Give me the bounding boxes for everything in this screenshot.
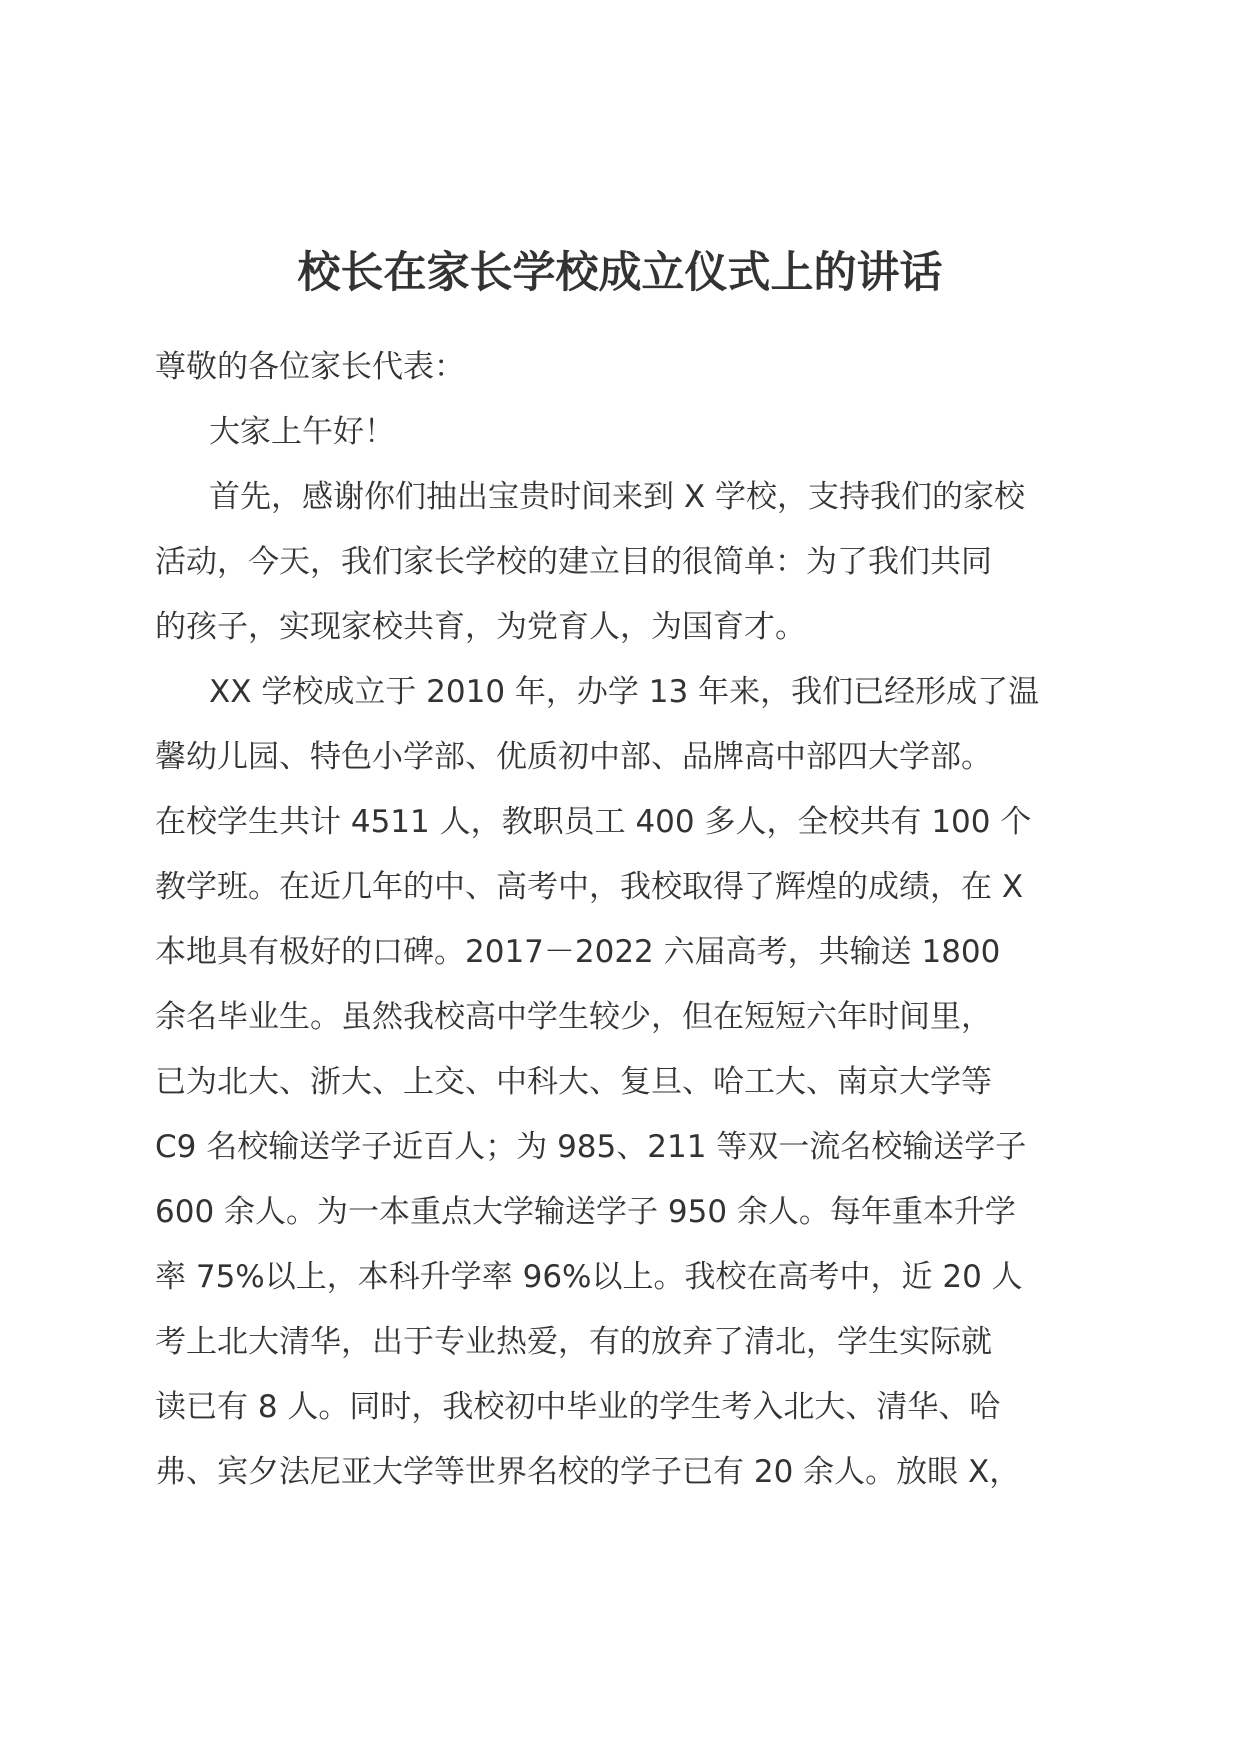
paragraph-line: 馨幼儿园、特色小学部、优质初中部、品牌高中部四大学部。 — [155, 739, 992, 775]
paragraph-line: 600 余人。为一本重点大学输送学子 950 余人。每年重本升学 — [155, 1194, 1016, 1230]
paragraph-line: XX 学校成立于 2010 年，办学 13 年来，我们已经形成了温 — [209, 674, 1040, 710]
paragraph-line: 已为北大、浙大、上交、中科大、复旦、哈工大、南京大学等 — [155, 1064, 992, 1100]
paragraph-line: 读已有 8 人。同时，我校初中毕业的学生考入北大、清华、哈 — [155, 1389, 1001, 1425]
salutation-line: 尊敬的各位家长代表： — [155, 349, 465, 385]
paragraph-line: 本地具有极好的口碑。2017－2022 六届高考，共输送 1800 — [155, 934, 1001, 970]
paragraph-line: C9 名校输送学子近百人；为 985、211 等双一流名校输送学子 — [155, 1129, 1027, 1165]
paragraph-line: 在校学生共计 4511 人，教职员工 400 多人，全校共有 100 个 — [155, 804, 1032, 840]
greeting-line: 大家上午好！ — [209, 414, 395, 450]
paragraph-line: 的孩子，实现家校共育，为党育人，为国育才。 — [155, 609, 806, 645]
paragraph-line: 教学班。在近几年的中、高考中，我校取得了辉煌的成绩，在 X — [155, 869, 1024, 905]
paragraph-line: 考上北大清华，出于专业热爱，有的放弃了清北，学生实际就 — [155, 1324, 992, 1360]
document-title: 校长在家长学校成立仪式上的讲话 — [297, 248, 943, 298]
paragraph-line: 活动，今天，我们家长学校的建立目的很简单：为了我们共同 — [155, 544, 992, 580]
document-body — [155, 335, 1095, 1505]
paragraph-line: 率 75%以上，本科升学率 96%以上。我校在高考中，近 20 人 — [155, 1259, 1023, 1295]
paragraph-line: 首先，感谢你们抽出宝贵时间来到 X 学校，支持我们的家校 — [209, 479, 1025, 515]
paragraph-line: 弗、宾夕法尼亚大学等世界名校的学子已有 20 余人。放眼 X， — [155, 1454, 1021, 1490]
paragraph-line: 余名毕业生。虽然我校高中学生较少，但在短短六年时间里， — [155, 999, 992, 1035]
